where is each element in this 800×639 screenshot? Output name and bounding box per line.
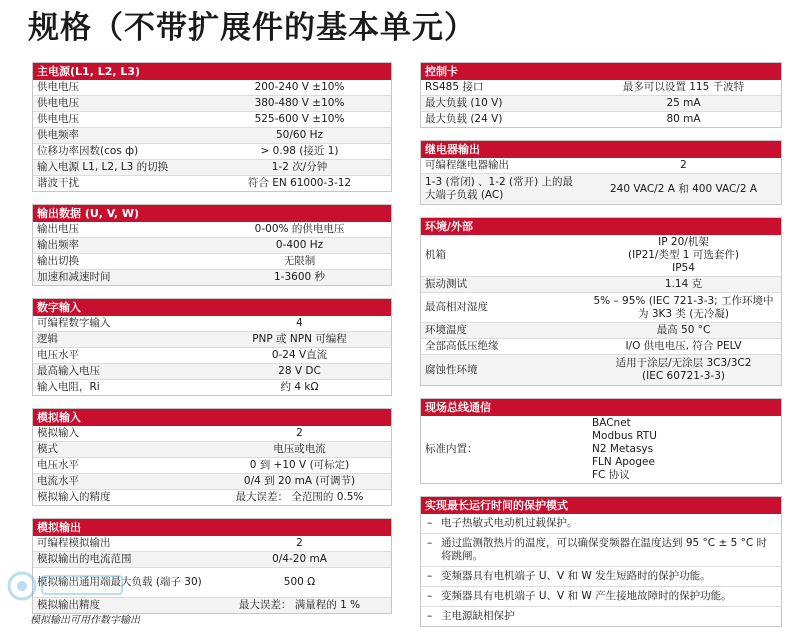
- section-header: 控制卡: [421, 63, 781, 80]
- protection-item-text: 通过监测散热片的温度，可以确保变频器在温度达到 95 °C ± 5 °C 时将跳闸。: [441, 537, 768, 562]
- spec-label: 输出频率: [37, 239, 79, 251]
- spec-label: 输出电压: [37, 223, 79, 235]
- spec-value-line: 500 Ω: [283, 576, 316, 588]
- spec-row: [421, 339, 781, 355]
- spec-label: 模拟输出的电流范围: [37, 553, 132, 565]
- spec-row: [33, 380, 391, 395]
- spec-row: [421, 96, 781, 112]
- spec-label: 最大负载 (10 V): [425, 97, 503, 109]
- section-header: 模拟输出: [33, 519, 391, 536]
- section-header: 主电源(L1, L2, L3): [33, 63, 391, 80]
- bullet-dash: –: [427, 517, 433, 529]
- protection-item: [421, 514, 781, 534]
- spec-value-line: 2: [296, 427, 303, 439]
- spec-value-line: FLN Apogee: [592, 456, 655, 468]
- spec-row: [421, 277, 781, 293]
- watermark-logo-icon: [6, 560, 136, 610]
- spec-row: [33, 426, 391, 442]
- spec-label: 供电电压: [37, 81, 79, 93]
- spec-value-line: 1.14 克: [664, 278, 703, 290]
- spec-label: 可编程继电器输出: [425, 159, 509, 171]
- spec-value: [208, 490, 391, 505]
- spec-value: [586, 277, 781, 292]
- right-section-1: [420, 140, 782, 205]
- spec-value: [208, 112, 391, 127]
- spec-value-line: 4: [296, 317, 303, 329]
- left-column: [32, 62, 392, 626]
- spec-label: 谐波干扰: [37, 177, 79, 189]
- spec-value: [208, 552, 391, 567]
- spec-value-line: N2 Metasys: [592, 443, 654, 455]
- spec-value: [208, 458, 391, 473]
- spec-value-line: 28 V DC: [278, 365, 321, 377]
- spec-label: 模拟输入: [37, 427, 79, 439]
- spec-value: [208, 144, 391, 159]
- spec-value-line: 380-480 V ±10%: [254, 97, 345, 109]
- spec-row: [33, 222, 391, 238]
- spec-value: [586, 339, 781, 354]
- spec-value-line: 1-2 次/分钟: [271, 161, 328, 173]
- spec-row: [33, 112, 391, 128]
- spec-row: [33, 254, 391, 270]
- spec-value: [586, 182, 781, 197]
- section-header: 继电器输出: [421, 141, 781, 158]
- right-section-3: [420, 398, 782, 484]
- spec-label: 模拟输入的精度: [37, 491, 111, 503]
- spec-value-line: Modbus RTU: [592, 430, 657, 442]
- spec-label: 供电频率: [37, 129, 79, 141]
- spec-row: [33, 364, 391, 380]
- spec-value-line: 无限制: [283, 255, 316, 267]
- spec-value: [586, 158, 781, 173]
- spec-label: 电压水平: [37, 349, 79, 361]
- spec-value: [208, 160, 391, 175]
- spec-value: [208, 332, 391, 347]
- spec-row: [33, 332, 391, 348]
- spec-value-line: IP54: [672, 262, 695, 274]
- spec-row: [33, 270, 391, 285]
- spec-value: [586, 80, 781, 95]
- spec-value: [208, 222, 391, 237]
- spec-label: 模式: [37, 443, 58, 455]
- spec-label: 供电电压: [37, 97, 79, 109]
- spec-row: [33, 96, 391, 112]
- spec-value: [208, 474, 391, 489]
- spec-value: [208, 536, 391, 551]
- bullet-dash: –: [427, 590, 433, 602]
- spec-label: 模拟输出精度: [37, 599, 100, 611]
- spec-row: [421, 293, 781, 323]
- spec-value-line: 50/60 Hz: [275, 129, 323, 141]
- section-header: 环境/外部: [421, 218, 781, 235]
- protection-item-text: 变频器具有电机端子 U、V 和 W 产生接地故障时的保护功能。: [441, 590, 732, 602]
- spec-value: [208, 364, 391, 379]
- spec-value-line: 525-600 V ±10%: [254, 113, 345, 125]
- spec-label: 最高输入电压: [37, 365, 100, 377]
- spec-value: [208, 238, 391, 253]
- spec-value: [208, 575, 391, 590]
- spec-value-line: 2: [680, 159, 687, 171]
- right-section-0: [420, 62, 782, 128]
- spec-value-line: 0/4-20 mA: [272, 553, 327, 565]
- left-section-2: [32, 298, 392, 396]
- spec-value-line: 0-00% 的供电电压: [254, 223, 345, 235]
- spec-value: [208, 380, 391, 395]
- spec-row: [33, 348, 391, 364]
- spec-value: [586, 294, 781, 322]
- spec-value-line: 0-24 V直流: [271, 349, 328, 361]
- spec-row: [33, 176, 391, 191]
- section-header: 输出数据 (U, V, W): [33, 205, 391, 222]
- spec-row: [33, 238, 391, 254]
- protection-item-text: 主电源缺相保护: [441, 610, 515, 622]
- spec-label: 最高相对湿度: [425, 301, 488, 313]
- spec-label: 电流水平: [37, 475, 79, 487]
- spec-value-line: 200-240 V ±10%: [254, 81, 345, 93]
- spec-value: [586, 416, 781, 483]
- spec-value-line: PNP 或 NPN 可编程: [252, 333, 347, 345]
- spec-label: 位移功率因数(cos ф): [37, 145, 139, 157]
- spec-value: [586, 323, 781, 338]
- spec-value: [208, 316, 391, 331]
- spec-value-line: I/O 供电电压, 符合 PELV: [625, 340, 742, 352]
- spec-label: 输入电源 L1, L2, L3 的切换: [37, 161, 169, 173]
- spec-value-line: 5% – 95% (IEC 721-3-3; 工作环境中为 3K3 类 (无冷凝): [593, 294, 774, 320]
- spec-row: [33, 128, 391, 144]
- spec-row: [421, 235, 781, 277]
- spec-value: [208, 598, 391, 613]
- spec-value: [208, 80, 391, 95]
- spec-label: 标准内置：: [425, 443, 478, 455]
- spec-label: 振动测试: [425, 278, 467, 290]
- protection-item: [421, 607, 781, 626]
- spec-row: [421, 416, 781, 483]
- spec-row: [33, 80, 391, 96]
- spec-value-line: 约 4 kΩ: [280, 381, 319, 393]
- protection-item: [421, 534, 781, 567]
- spec-value-line: 2: [296, 537, 303, 549]
- protection-item: [421, 567, 781, 587]
- spec-label: 可编程数字输入: [37, 317, 111, 329]
- spec-label: 输出切换: [37, 255, 79, 267]
- protection-section: [420, 496, 782, 627]
- spec-row: [421, 80, 781, 96]
- spec-label: 逻辑: [37, 333, 58, 345]
- protection-item-text: 电子热敏式电动机过载保护。: [441, 517, 578, 529]
- spec-row: [421, 355, 781, 385]
- section-header: 实现最长运行时间的保护模式: [421, 497, 781, 514]
- spec-value: [208, 128, 391, 143]
- spec-row: [421, 323, 781, 339]
- spec-label: 腐蚀性环境: [425, 363, 478, 376]
- left-section-1: [32, 204, 392, 286]
- spec-label: 最大负载 (24 V): [425, 113, 503, 125]
- spec-value-line: 80 mA: [666, 113, 701, 125]
- spec-label: 可编程模拟输出: [37, 537, 111, 549]
- spec-row: [421, 174, 781, 204]
- spec-label: 电压水平: [37, 459, 79, 471]
- spec-value-line: 符合 EN 61000-3-12: [247, 177, 352, 189]
- right-section-2: [420, 217, 782, 386]
- bullet-dash: –: [427, 537, 433, 549]
- spec-value-line: 240 VAC/2 A 和 400 VAC/2 A: [609, 182, 758, 195]
- spec-label: 加速和减速时间: [37, 271, 111, 283]
- right-column: [420, 62, 782, 639]
- spec-value-line: 最多可以设置 115 千波特: [622, 81, 745, 93]
- spec-value-line: > 0.98 (接近 1): [260, 145, 339, 157]
- spec-row: [421, 158, 781, 174]
- spec-value: [208, 442, 391, 457]
- left-section-0: [32, 62, 392, 192]
- protection-item: [421, 587, 781, 607]
- spec-value: [208, 348, 391, 363]
- spec-label: 供电电压: [37, 113, 79, 125]
- page-title: 规格（不带扩展件的基本单元）: [28, 10, 476, 46]
- bullet-dash: –: [427, 610, 433, 622]
- spec-row: [33, 144, 391, 160]
- section-header: 模拟输入: [33, 409, 391, 426]
- spec-label: 1-3 (常闭) 、1-2 (常开) 上的最大端子负载 (AC): [425, 176, 574, 201]
- spec-value-line: FC 协议: [592, 469, 630, 481]
- spec-value-line: 25 mA: [666, 97, 701, 109]
- spec-label: 全部高低压绝缘: [425, 340, 499, 352]
- spec-value-line: IP 20/机架: [658, 236, 709, 248]
- spec-value-line: BACnet: [592, 417, 631, 429]
- spec-value-line: 0-400 Hz: [275, 239, 324, 251]
- spec-value-line: 适用于涂层/无涂层 3C3/3C2: [615, 357, 752, 369]
- spec-value-line: 最大误差： 全范围的 0.5%: [235, 491, 364, 503]
- spec-value: [208, 254, 391, 269]
- spec-value-line: 0 到 +10 V (可标定): [249, 459, 350, 471]
- spec-value: [586, 96, 781, 111]
- footnote: 模拟输出可用作数字输出: [30, 615, 140, 626]
- spec-row: [33, 490, 391, 505]
- section-header: 数字输入: [33, 299, 391, 316]
- spec-value: [586, 356, 781, 384]
- spec-row: [33, 458, 391, 474]
- spec-row: [33, 536, 391, 552]
- spec-row: [33, 160, 391, 176]
- spec-value-line: 0/4 到 20 mA (可调节): [243, 475, 356, 487]
- spec-value: [586, 112, 781, 127]
- spec-value-line: 电压或电流: [273, 443, 326, 455]
- spec-value: [208, 270, 391, 285]
- bullet-dash: –: [427, 570, 433, 582]
- spec-value: [208, 96, 391, 111]
- spec-value-line: 1-3600 秒: [273, 271, 326, 283]
- section-header: 现场总线通信: [421, 399, 781, 416]
- spec-label: 机箱: [425, 249, 446, 261]
- spec-value-line: (IEC 60721-3-3): [642, 370, 725, 382]
- spec-label: 模拟输出通用端最大负载 (端子 30): [37, 576, 202, 588]
- spec-value: [586, 235, 781, 276]
- spec-row: [33, 442, 391, 458]
- spec-row: [421, 112, 781, 127]
- spec-row: [33, 316, 391, 332]
- spec-label: 环境温度: [425, 324, 467, 336]
- spec-label: RS485 接口: [425, 81, 484, 93]
- spec-value-line: (IP21/类型 1 可选套件): [628, 249, 739, 261]
- spec-label: 输入电阻，Ri: [37, 381, 100, 393]
- left-section-3: [32, 408, 392, 506]
- spec-value-line: 最大误差： 满量程的 1 %: [238, 599, 361, 611]
- spec-row: [33, 474, 391, 490]
- protection-item-text: 变频器具有电机端子 U、V 和 W 发生短路时的保护功能。: [441, 570, 711, 582]
- spec-value-line: 最高 50 °C: [656, 324, 711, 336]
- spec-value: [208, 176, 391, 191]
- spec-value: [208, 426, 391, 441]
